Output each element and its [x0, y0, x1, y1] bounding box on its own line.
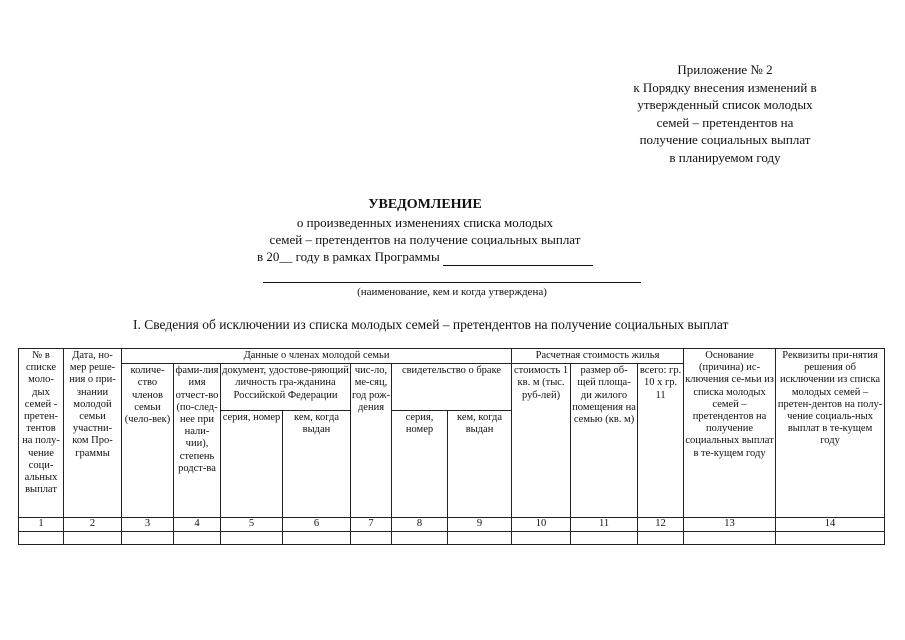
header-col-3: количе-ство членов семьи (чело-век)	[122, 364, 174, 518]
column-number: 8	[392, 518, 448, 532]
table-cell[interactable]	[19, 532, 64, 545]
column-number: 3	[122, 518, 174, 532]
header-group-family: Данные о членах молодой семьи	[122, 349, 512, 364]
table-cell[interactable]	[122, 532, 174, 545]
appendix-line: утвержденный список молодых	[637, 97, 813, 113]
header-col-14: Реквизиты при-нятия решения об исключении из списка молодых семей – претен-дентов на полу-чение социаль-ных выплат в те-кущем году	[776, 349, 885, 518]
appendix-line: в планируемом году	[669, 149, 781, 165]
column-number: 6	[283, 518, 351, 532]
header-col-9: кем, когда выдан	[448, 411, 512, 518]
header-col-13: Основание (причина) ис-ключения се-мьи из списка молодых семей – претендентов на получение социальных выплат в те-кущем году	[684, 349, 776, 518]
table-cell[interactable]	[776, 532, 885, 545]
header-group-id-doc: документ, удостове-ряющий личность гра-жданина Российской Федерации	[221, 364, 351, 411]
header-col-7: чис-ло, ме-сяц, год рож-дения	[351, 364, 392, 518]
table-header-row	[19, 349, 885, 364]
column-number: 11	[571, 518, 638, 532]
exclusion-table	[18, 348, 885, 545]
table-cell[interactable]	[283, 532, 351, 545]
column-number: 2	[64, 518, 122, 532]
name-underline[interactable]	[263, 282, 641, 283]
column-number: 4	[174, 518, 221, 532]
header-col-5: серия, номер	[221, 411, 283, 518]
section-title: I. Сведения об исключении из списка молодых семей – претендентов на получение социальных выплат	[133, 317, 729, 332]
table-cell[interactable]	[448, 532, 512, 545]
column-number: 1	[19, 518, 64, 532]
appendix-line: семей – претендентов на	[656, 114, 794, 130]
table-cell[interactable]	[174, 532, 221, 545]
header-col-10: стоимость 1 кв. м (тыс. руб-лей)	[512, 364, 571, 518]
header-col-4: фами-лия имя отчест-во (по-след-нее при нали-чии), степень родст-ва	[174, 364, 221, 518]
header-col-2: Дата, но-мер реше-ния о при-знании молодой семьи участни-ком Про-граммы	[64, 349, 122, 518]
header-col-12: всего: гр. 10 х гр. 11	[638, 364, 684, 518]
column-number: 14	[776, 518, 885, 532]
table-row[interactable]	[19, 532, 885, 545]
column-number: 10	[512, 518, 571, 532]
notice-line-program	[230, 248, 620, 266]
table-cell[interactable]	[638, 532, 684, 545]
table-cell[interactable]	[684, 532, 776, 545]
column-numbers-row	[19, 518, 885, 532]
table-cell[interactable]	[221, 532, 283, 545]
header-col-1: № в списке моло-дых семей - претен-тентов на полу-чение соци-альных выплат	[19, 349, 64, 518]
column-number: 12	[638, 518, 684, 532]
appendix-block	[600, 61, 850, 167]
table-cell[interactable]	[351, 532, 392, 545]
appendix-line: получение социальных выплат	[639, 132, 811, 148]
column-number: 5	[221, 518, 283, 532]
header-col-8: серия, номер	[392, 411, 448, 518]
table-cell[interactable]	[64, 532, 122, 545]
column-number: 13	[684, 518, 776, 532]
program-name-blank[interactable]	[443, 248, 593, 266]
header-group-cost: Расчетная стоимость жилья	[512, 349, 684, 364]
notice-program-text: в 20__ году в рамках Программы	[256, 249, 440, 264]
header-col-6: кем, когда выдан	[283, 411, 351, 518]
notice-line: о произведенных изменениях списка молодых	[296, 215, 554, 230]
table-cell[interactable]	[571, 532, 638, 545]
notice-title: УВЕДОМЛЕНИЕ	[368, 197, 482, 212]
notice-block	[230, 196, 620, 266]
appendix-line: Приложение № 2	[677, 62, 773, 77]
appendix-line: к Порядку внесения изменений в	[633, 79, 817, 95]
notice-line: семей – претендентов на получение социальных выплат	[269, 232, 581, 247]
table-cell[interactable]	[512, 532, 571, 545]
header-col-11: размер об-щей площа-ди жилого помещения на семью (кв. м)	[571, 364, 638, 518]
column-number: 9	[448, 518, 512, 532]
table-cell[interactable]	[392, 532, 448, 545]
header-group-marriage: свидетельство о браке	[392, 364, 512, 411]
name-caption: (наименование, кем и когда утверждена)	[357, 286, 547, 298]
column-number: 7	[351, 518, 392, 532]
